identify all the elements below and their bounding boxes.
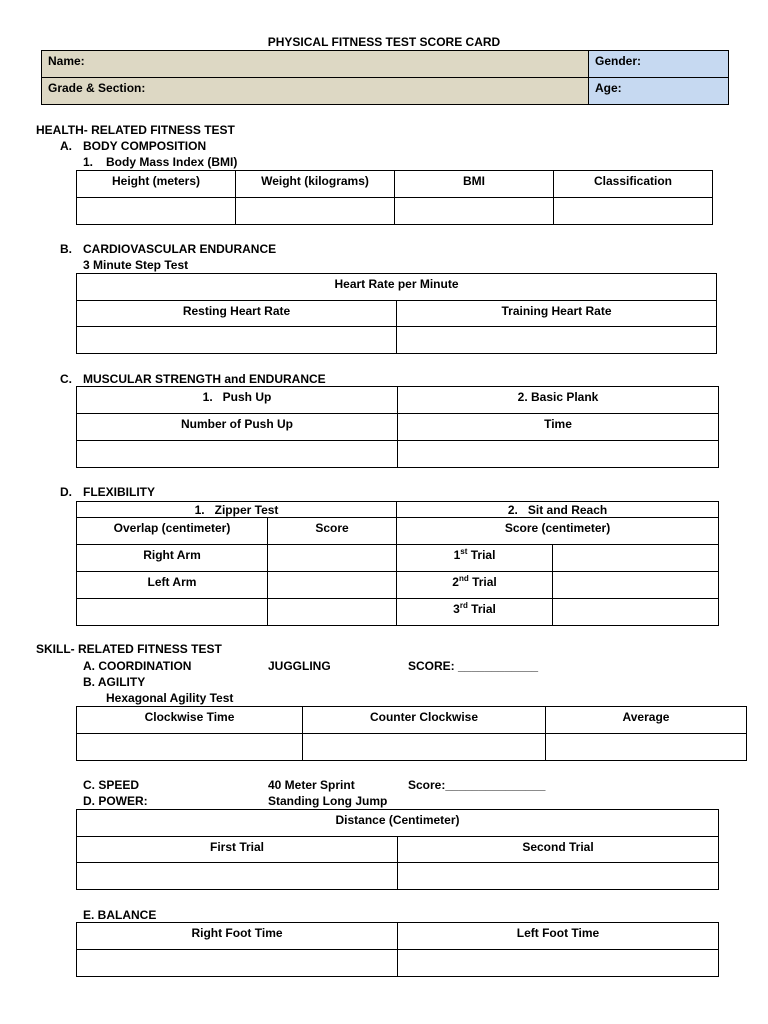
long-jump-label: Standing Long Jump: [268, 794, 388, 808]
trial-3-cell[interactable]: [553, 599, 719, 626]
distance-header: Distance (Centimeter): [77, 810, 719, 837]
trial-1-text: Trial: [467, 548, 496, 562]
sprint-label: 40 Meter Sprint: [268, 778, 355, 792]
sit-reach-header: [397, 502, 719, 518]
col-weight: Weight (kilograms): [236, 171, 395, 198]
zipper-label: Zipper Test: [214, 503, 279, 517]
grade-section-field[interactable]: [42, 78, 589, 105]
trial-3-sup: rd: [459, 601, 468, 610]
trial-3-text: Trial: [467, 602, 496, 616]
push-up-header: [77, 387, 398, 414]
col-left-foot: Left Foot Time: [398, 923, 719, 950]
heart-rate-table: [76, 273, 717, 354]
trial-2-sup: nd: [458, 574, 469, 583]
col-height: Height (meters): [77, 171, 236, 198]
trial-2-label: [397, 572, 553, 599]
trial-1-sup: st: [460, 547, 468, 556]
bmi-table: [76, 170, 713, 225]
trial-3-label: [397, 599, 553, 626]
coordination-score: SCORE: ____________: [408, 659, 539, 673]
agility-table: [76, 706, 747, 761]
left-arm-score-cell[interactable]: [268, 572, 397, 599]
heart-rate-header: Heart Rate per Minute: [77, 274, 717, 301]
flex-label: FLEXIBILITY: [83, 485, 155, 499]
age-field[interactable]: [589, 78, 729, 105]
bmi-sub-label: Body Mass Index (BMI): [106, 155, 238, 169]
trial-2-num: 2: [452, 575, 459, 589]
grade-section-label: Grade & Section:: [48, 81, 146, 95]
sit-num: 2.: [507, 503, 518, 517]
balance-table: [76, 922, 719, 977]
push-up-num: 1.: [202, 390, 213, 404]
gender-field[interactable]: [589, 51, 729, 78]
left-foot-cell[interactable]: [398, 950, 719, 977]
trial-1-num: 1: [453, 548, 461, 562]
col-sit-score: Score (centimeter): [397, 518, 719, 545]
col-push-up-count: Number of Push Up: [77, 414, 398, 441]
training-hr-cell[interactable]: [397, 327, 717, 354]
hexagonal-label: Hexagonal Agility Test: [106, 691, 234, 705]
skill-heading: SKILL- RELATED FITNESS TEST: [36, 642, 222, 656]
second-trial-cell[interactable]: [398, 863, 719, 890]
push-up-label: Push Up: [222, 390, 272, 404]
col-clockwise: Clockwise Time: [77, 707, 303, 734]
col-overlap: Overlap (centimeter): [77, 518, 268, 545]
student-info-table: [41, 50, 729, 105]
cardio-letter: B.: [60, 242, 72, 256]
col-plank-time: Time: [398, 414, 719, 441]
clockwise-cell[interactable]: [77, 734, 303, 761]
flex-letter: D.: [60, 485, 72, 499]
classification-cell[interactable]: [554, 198, 713, 225]
col-average: Average: [546, 707, 747, 734]
coordination-label: A. COORDINATION: [83, 659, 192, 673]
col-training-hr: Training Heart Rate: [397, 301, 717, 327]
counter-clockwise-cell[interactable]: [303, 734, 546, 761]
left-arm-label: Left Arm: [77, 572, 268, 599]
col-resting-hr: Resting Heart Rate: [77, 301, 397, 327]
page-title: PHYSICAL FITNESS TEST SCORE CARD: [267, 35, 501, 49]
col-classification: Classification: [554, 171, 713, 198]
trial-2-cell[interactable]: [553, 572, 719, 599]
push-up-cell[interactable]: [77, 441, 398, 468]
resting-hr-cell[interactable]: [77, 327, 397, 354]
muscular-table: [76, 386, 719, 468]
col-second-trial: Second Trial: [398, 837, 719, 863]
right-arm-score-cell[interactable]: [268, 545, 397, 572]
muscular-label: MUSCULAR STRENGTH and ENDURANCE: [83, 372, 326, 386]
gender-label: Gender:: [595, 54, 642, 68]
speed-score: Score:_______________: [408, 778, 546, 792]
body-comp-letter: A.: [60, 139, 72, 153]
step-test-label: 3 Minute Step Test: [83, 258, 189, 272]
body-comp-label: BODY COMPOSITION: [83, 139, 207, 153]
health-heading: HEALTH- RELATED FITNESS TEST: [36, 123, 235, 137]
col-first-trial: First Trial: [77, 837, 398, 863]
power-label: D. POWER:: [83, 794, 148, 808]
sit-label: Sit and Reach: [527, 503, 608, 517]
right-foot-cell[interactable]: [77, 950, 398, 977]
average-cell[interactable]: [546, 734, 747, 761]
muscular-letter: C.: [60, 372, 72, 386]
juggling-label: JUGGLING: [268, 659, 331, 673]
flexibility-table: [76, 501, 719, 626]
blank-left-cell[interactable]: [77, 599, 268, 626]
trial-1-label: [397, 545, 553, 572]
weight-cell[interactable]: [236, 198, 395, 225]
zipper-num: 1.: [194, 503, 205, 517]
bmi-cell[interactable]: [395, 198, 554, 225]
bmi-sub-num: 1.: [83, 155, 94, 169]
blank-score-cell[interactable]: [268, 599, 397, 626]
plank-time-cell[interactable]: [398, 441, 719, 468]
col-right-foot: Right Foot Time: [77, 923, 398, 950]
balance-label: E. BALANCE: [83, 908, 157, 922]
col-counter-clockwise: Counter Clockwise: [303, 707, 546, 734]
age-label: Age:: [595, 81, 622, 95]
name-field[interactable]: [42, 51, 589, 78]
trial-1-cell[interactable]: [553, 545, 719, 572]
height-cell[interactable]: [77, 198, 236, 225]
cardio-label: CARDIOVASCULAR ENDURANCE: [83, 242, 277, 256]
plank-header: 2. Basic Plank: [398, 387, 719, 414]
col-zipper-score: Score: [268, 518, 397, 545]
first-trial-cell[interactable]: [77, 863, 398, 890]
right-arm-label: Right Arm: [77, 545, 268, 572]
zipper-test-header: [77, 502, 397, 518]
trial-3-num: 3: [453, 602, 460, 616]
name-label: Name:: [48, 54, 85, 68]
speed-label: C. SPEED: [83, 778, 140, 792]
trial-2-text: Trial: [468, 575, 497, 589]
col-bmi: BMI: [395, 171, 554, 198]
agility-label: B. AGILITY: [83, 675, 146, 689]
power-table: [76, 809, 719, 890]
